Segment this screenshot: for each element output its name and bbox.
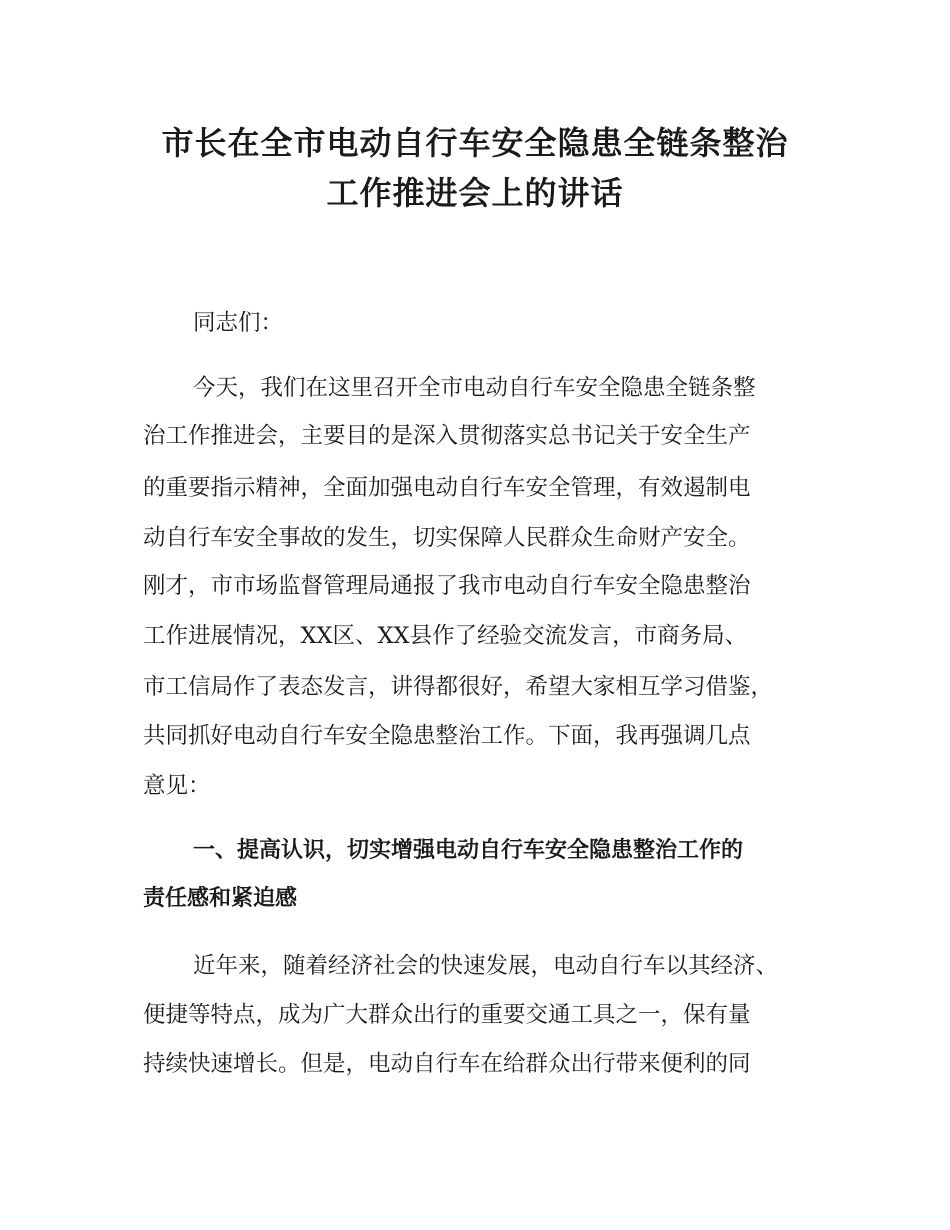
paragraph-line: 市工信局作了表态发言，讲得都很好，希望大家相互学习借鉴， bbox=[143, 674, 774, 700]
paragraph-line: 便捷等特点，成为广大群众出行的重要交通工具之一，保有量 bbox=[143, 1002, 751, 1028]
document-title-line-2: 工作推进会上的讲话 bbox=[326, 174, 624, 212]
paragraph-line: 近年来，随着经济社会的快速发展，电动自行车以其经济、 bbox=[193, 953, 779, 979]
paragraph-line: 今天，我们在这里召开全市电动自行车安全隐患全链条整 bbox=[193, 375, 756, 401]
paragraph-line: 共同抓好电动自行车安全隐患整治工作。下面，我再强调几点 bbox=[143, 723, 751, 749]
paragraph-line: 动自行车安全事故的发生，切实保障人民群众生命财产安全。 bbox=[143, 525, 751, 551]
section-heading-line: 一、提高认识，切实增强电动自行车安全隐患整治工作的 bbox=[193, 838, 744, 863]
paragraph-line: 持续快速增长。但是，电动自行车在给群众出行带来便利的同 bbox=[143, 1051, 751, 1077]
paragraph-line: 刚才，市市场监督管理局通报了我市电动自行车安全隐患整治 bbox=[143, 573, 751, 599]
paragraph-line: 治工作推进会，主要目的是深入贯彻落实总书记关于安全生产 bbox=[143, 423, 751, 449]
paragraph-line: 工作进展情况，XX区、XX县作了经验交流发言，市商务局、 bbox=[143, 623, 748, 649]
section-heading-line: 责任感和紧迫感 bbox=[143, 886, 298, 911]
paragraph-line: 的重要指示精神，全面加强电动自行车安全管理，有效遏制电 bbox=[143, 475, 751, 501]
paragraph-line: 意见： bbox=[143, 773, 211, 799]
document-title-line-1: 市长在全市电动自行车安全隐患全链条整治 bbox=[161, 124, 789, 162]
salutation: 同志们： bbox=[193, 310, 284, 336]
